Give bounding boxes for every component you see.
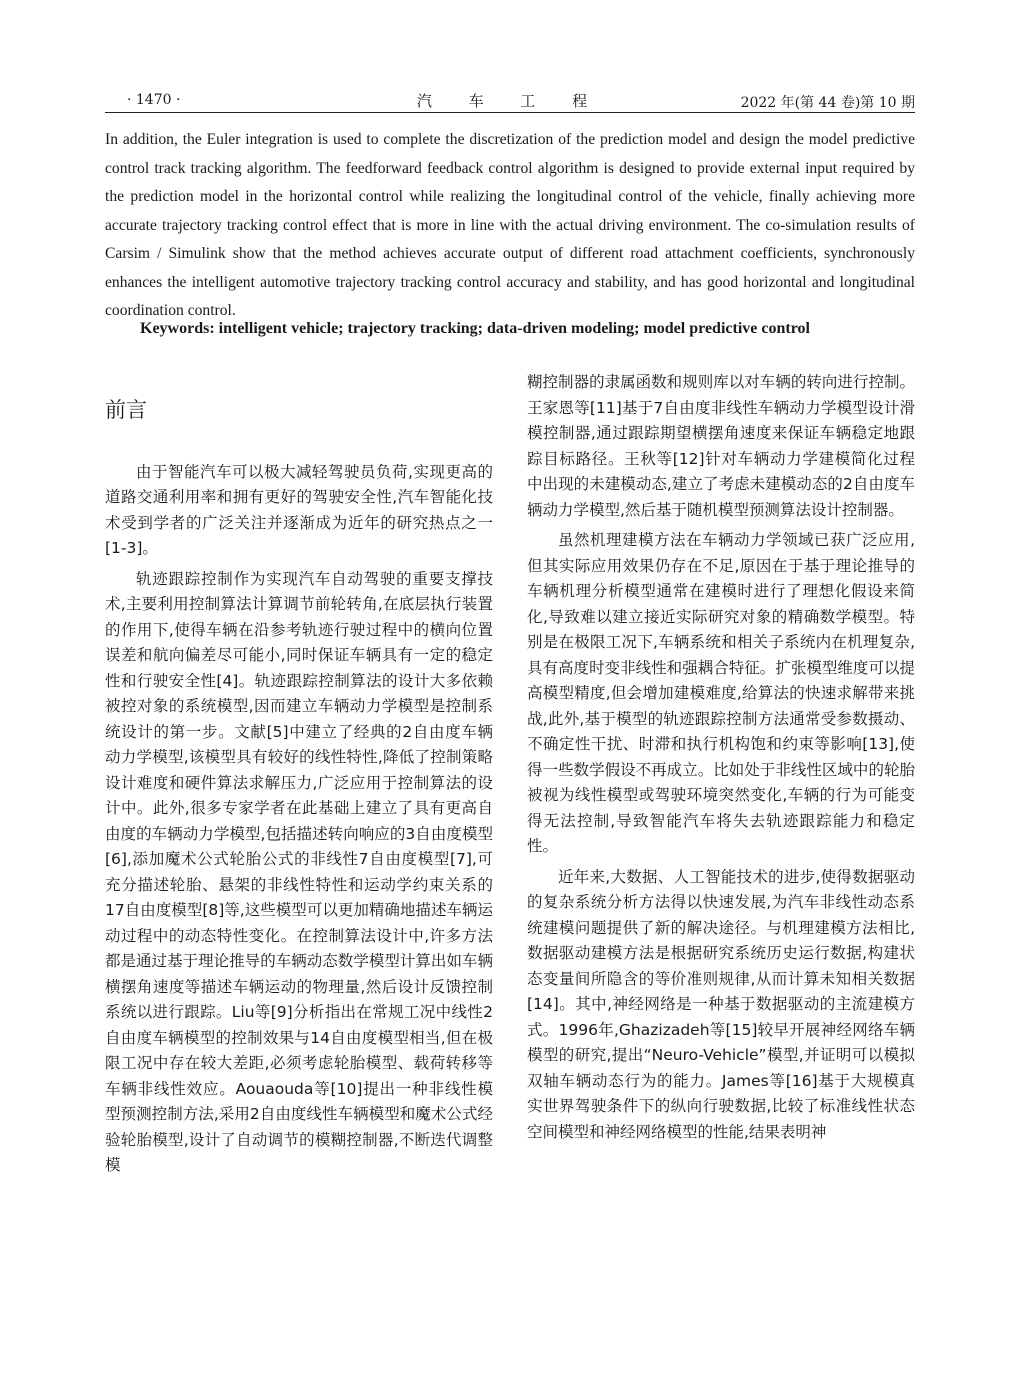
header-rule (105, 112, 915, 113)
paragraph: 由于智能汽车可以极大减轻驾驶员负荷,实现更高的道路交通利用率和拥有更好的驾驶安全性,汽车智能化技术受到学者的广泛关注并逐渐成为近年的研究热点之一[1-3]。 (105, 462, 493, 557)
paragraph: 轨迹跟踪控制作为实现汽车自动驾驶的重要支撑技术,主要利用控制算法计算调节前轮转角,在底层执行装置的作用下,使得车辆在沿参考轨迹行驶过程中的横向位置误差和航向偏差尽可能小,同时保证车辆具有一定的稳定性和行驶安全性[4]。轨迹跟踪控制算法的设计大多依赖被控对象的系统模型,因而建立车辆动力学模型是控制系统设计的第一步。文献[5]中建立了经典的2自由度车辆动力学模型,该模型具有较好的线性特性,降低了控制策略设计难度和硬件算法求解压力,广泛应用于控制算法的设计中。此外,很多专家学者在此基础上建立了具有更高自由度的车辆动力学模型,包括描述转向响应的3自由度模型[6],添加魔术公式轮胎公式的非线性7自由度模型[7],可充分描述轮胎、悬架的非线性特性和运动学约束关系的17自由度模型[8]等,这些模型可以更加精确地描述车辆运动过程中的动态特性变化。在控制算法设计中,许多方法都是通过基于理论推导的车辆动态数学模型计算出如车辆横摆角速度等描述车辆运动的物理量,然后设计反馈控制系统以进行跟踪。Liu等[9]分析指出在常规工况中线性2自由度车辆模型的控制效果与14自由度模型相当,但在极限工况中存在较大差距,必须考虑轮胎模型、载荷转移等车辆非线性效应。Aouaouda等[10]提出一种非线性模型预测控制方法,采用2自由度线性车辆模型和魔术公式经验轮胎模型,设计了自动调节的模糊控制器,不断迭代调整模 (105, 569, 493, 1174)
journal-name: 汽 车 工 程 (416, 92, 604, 110)
paragraph: 糊控制器的隶属函数和规则库以对车辆的转向进行控制。王家恩等[11]基于7自由度非线性车辆动力学模型设计滑模控制器,通过跟踪期望横摆角速度来保证车辆稳定地跟踪目标路径。王秋等[12]针对车辆动力学建模简化过程中出现的未建模动态,建立了考虑未建模动态的2自由度车辆动力学模型,然后基于随机模型预测算法设计控制器。 (527, 373, 915, 519)
page-number: · 1470 · (127, 92, 181, 108)
running-header (105, 88, 915, 110)
right-column (527, 370, 915, 1150)
paragraph: 近年来,大数据、人工智能技术的进步,使得数据驱动的复杂系统分析方法得以快速发展,为汽车非线性动态系统建模问题提供了新的解决途径。与机理建模方法相比,数据驱动建模方法是根据研究系统历史运行数据,构建状态变量间所隐含的等价准则规律,从而计算未知相关数据[14]。其中,神经网络是一种基于数据驱动的主流建模方式。1996年,Ghazizadeh等[15]较早开展神经网络车辆模型的研究,提出“Neuro-Vehicle”模型,并证明可以模拟双轴车辆动态行为的能力。James等[16]基于大规模真实世界驾驶条件下的纵向行驶数据,比较了标准线性状态空间模型和神经网络模型的性能,结果表明神 (527, 867, 915, 1141)
section-title: 前言 (105, 398, 147, 422)
abstract-text: In addition, the Euler integration is used to complete the discretization of the prediction model and design the model predictive control track tracking algorithm. The feedforward feedback control algorithm is designed to provide external input required by the prediction model in the horizontal control while realizing the longitudinal control of the vehicle, finally achieving more accurate trajectory tracking control effect that is more in line with the actual driving environment. The co-simulation results of Carsim / Simulink show that the method achieves accurate output of different road attachment coefficients, synchronously enhances the intelligent automotive trajectory tracking control accuracy and stability, and has good horizontal and longitudinal coordination control. (105, 131, 915, 319)
keywords: Keywords: intelligent vehicle; trajectory tracking; data-driven modeling; model predictive control (140, 320, 810, 337)
english-abstract (105, 126, 915, 326)
paragraph: 虽然机理建模方法在车辆动力学领域已获广泛应用,但其实际应用效果仍存在不足,原因在于基于理论推导的车辆机理分析模型通常在建模时进行了理想化假设来简化,导致难以建立接近实际研究对象的精确数学模型。特别是在极限工况下,车辆系统和相关子系统内在机理复杂,具有高度时变非线性和强耦合特征。扩张模型维度可以提高模型精度,但会增加建模难度,给算法的快速求解带来挑战,此外,基于模型的轨迹跟踪控制方法通常受参数摄动、不确定性干扰、时滞和执行机构饱和约束等影响[13],使得一些数学假设不再成立。比如处于非线性区域中的轮胎被视为线性模型或驾驶环境突然变化,车辆的行为可能变得无法控制,导致智能汽车将失去轨迹跟踪能力和稳定性。 (527, 531, 915, 855)
issue-info: 2022 年(第 44 卷)第 10 期 (740, 95, 915, 111)
left-column (105, 370, 493, 1184)
